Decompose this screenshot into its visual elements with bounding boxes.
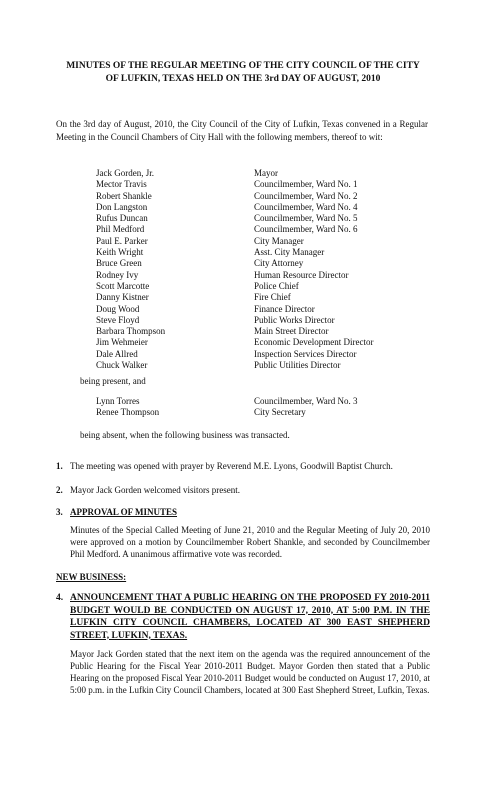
title-line-1: MINUTES OF THE REGULAR MEETING OF THE CITY COUNCIL OF THE CITY <box>66 61 420 71</box>
member-name: Steve Floyd <box>96 314 140 325</box>
member-role: Public Works Director <box>254 314 335 325</box>
member-role: Human Resource Director <box>254 269 349 280</box>
member-row <box>96 304 373 315</box>
agenda-item-1 <box>56 460 430 472</box>
member-role: Councilmember, Ward No. 1 <box>254 179 358 190</box>
member-row <box>96 247 373 258</box>
member-row <box>96 292 373 303</box>
member-name: Robert Shankle <box>96 190 152 201</box>
member-name: Dale Allred <box>96 348 138 359</box>
member-name: Bruce Green <box>96 258 142 269</box>
item-text: Mayor Jack Gorden welcomed visitors present. <box>70 485 240 495</box>
member-row <box>96 315 373 326</box>
member-row <box>96 360 373 371</box>
member-row <box>96 349 373 360</box>
item-heading: ANNOUNCEMENT THAT A PUBLIC HEARING ON THE PROPOSED FY 2010-2011 BUDGET WOULD BE CONDUCTED ON AUGUST 17, 2010, AT 5:00 P.M. IN THE LUFKIN CITY COUNCIL CHAMBERS, LOCATED AT 300 EAST SHEPHERD STREET, LUFKIN, TEXAS. <box>70 593 430 641</box>
member-role: Public Utilities Director <box>254 360 341 371</box>
member-role: City Secretary <box>254 407 306 418</box>
member-name: Doug Wood <box>96 303 140 314</box>
member-role: Police Chief <box>254 280 299 291</box>
member-role: Mayor <box>254 168 278 178</box>
new-business-heading: NEW BUSINESS: <box>56 572 127 582</box>
member-role: Councilmember, Ward No. 2 <box>254 190 358 201</box>
member-row <box>96 396 357 407</box>
member-name: Danny Kistner <box>96 292 149 303</box>
member-row <box>96 258 373 269</box>
member-name: Paul E. Parker <box>96 235 148 246</box>
member-name: Barbara Thompson <box>96 326 166 337</box>
intro-paragraph: On the 3rd day of August, 2010, the City Council of the City of Lufkin, Texas convened in a Regular Meeting in the Council Chambers of City Hall with the following members, thereof to wit: <box>56 119 428 142</box>
member-role: Councilmember, Ward No. 6 <box>254 224 358 235</box>
document-title <box>40 60 446 86</box>
member-name: Don Langston <box>96 201 148 212</box>
member-role: Councilmember, Ward No. 4 <box>254 201 358 212</box>
member-name: Rufus Duncan <box>96 213 148 224</box>
present-members-list <box>96 168 373 371</box>
item-number: 4. <box>56 593 64 603</box>
member-name: Scott Marcotte <box>96 280 150 291</box>
member-name: Lynn Torres <box>96 396 140 406</box>
member-row <box>96 191 373 202</box>
agenda-item-4 <box>56 592 430 642</box>
member-name: Jim Wehmeier <box>96 337 148 348</box>
member-row <box>96 281 373 292</box>
member-row <box>96 407 357 418</box>
member-name: Chuck Walker <box>96 360 148 371</box>
budget-hearing-paragraph: Mayor Jack Gorden stated that the next item on the agenda was the required announcement of the Public Hearing for the Fiscal Year 2010-2011 Budget. Mayor Gorden then stated that a Public Hearing on the proposed Fiscal Year 2010-2011 Budget would be conducted on August 17, 2010, at 5:00 p.m. in the Lufkin City Council Chambers, located at 300 East Shepherd Street, Lufkin, Texas. <box>70 649 430 695</box>
member-row <box>96 224 373 235</box>
member-role: Fire Chief <box>254 292 291 303</box>
item-number: 1. <box>56 461 63 471</box>
member-name: Renee Thompson <box>96 407 160 418</box>
member-role: Asst. City Manager <box>254 247 325 258</box>
item-number: 2. <box>56 485 63 495</box>
member-role: Inspection Services Director <box>254 348 357 359</box>
member-name: Mector Travis <box>96 179 147 190</box>
member-name: Phil Medford <box>96 224 145 235</box>
member-role: City Manager <box>254 235 304 246</box>
member-row <box>96 213 373 224</box>
absent-members-list <box>96 396 357 419</box>
member-role: Finance Director <box>254 303 315 314</box>
member-row <box>96 202 373 213</box>
member-row <box>96 236 373 247</box>
agenda-item-2 <box>56 484 430 496</box>
member-row <box>96 168 373 179</box>
member-row <box>96 326 373 337</box>
present-label: being present, and <box>80 376 146 386</box>
item-text: The meeting was opened with prayer by Reverend M.E. Lyons, Goodwill Baptist Church. <box>70 461 393 471</box>
member-row <box>96 337 373 348</box>
member-name: Keith Wright <box>96 247 144 258</box>
member-role: Main Street Director <box>254 326 329 337</box>
item-number: 3. <box>56 507 63 517</box>
minutes-approval-paragraph: Minutes of the Special Called Meeting of June 21, 2010 and the Regular Meeting of July 20, 2010 were approved on a motion by Councilmember Robert Shankle, and seconded by Councilmember Phil Medford. A unanimous affirmative vote was recorded. <box>70 525 430 559</box>
member-row <box>96 179 373 190</box>
absent-label: being absent, when the following business was transacted. <box>80 430 290 440</box>
member-role: City Attorney <box>254 258 304 269</box>
member-row <box>96 270 373 281</box>
member-role: Councilmember, Ward No. 3 <box>254 396 358 406</box>
member-name: Jack Gorden, Jr. <box>96 168 154 178</box>
member-name: Rodney Ivy <box>96 269 139 280</box>
member-role: Economic Development Director <box>254 337 374 348</box>
item-heading: APPROVAL OF MINUTES <box>70 507 178 517</box>
member-role: Councilmember, Ward No. 5 <box>254 213 358 224</box>
title-line-2: OF LUFKIN, TEXAS HELD ON THE 3rd DAY OF AUGUST, 2010 <box>105 74 381 84</box>
agenda-item-3 <box>56 506 430 518</box>
